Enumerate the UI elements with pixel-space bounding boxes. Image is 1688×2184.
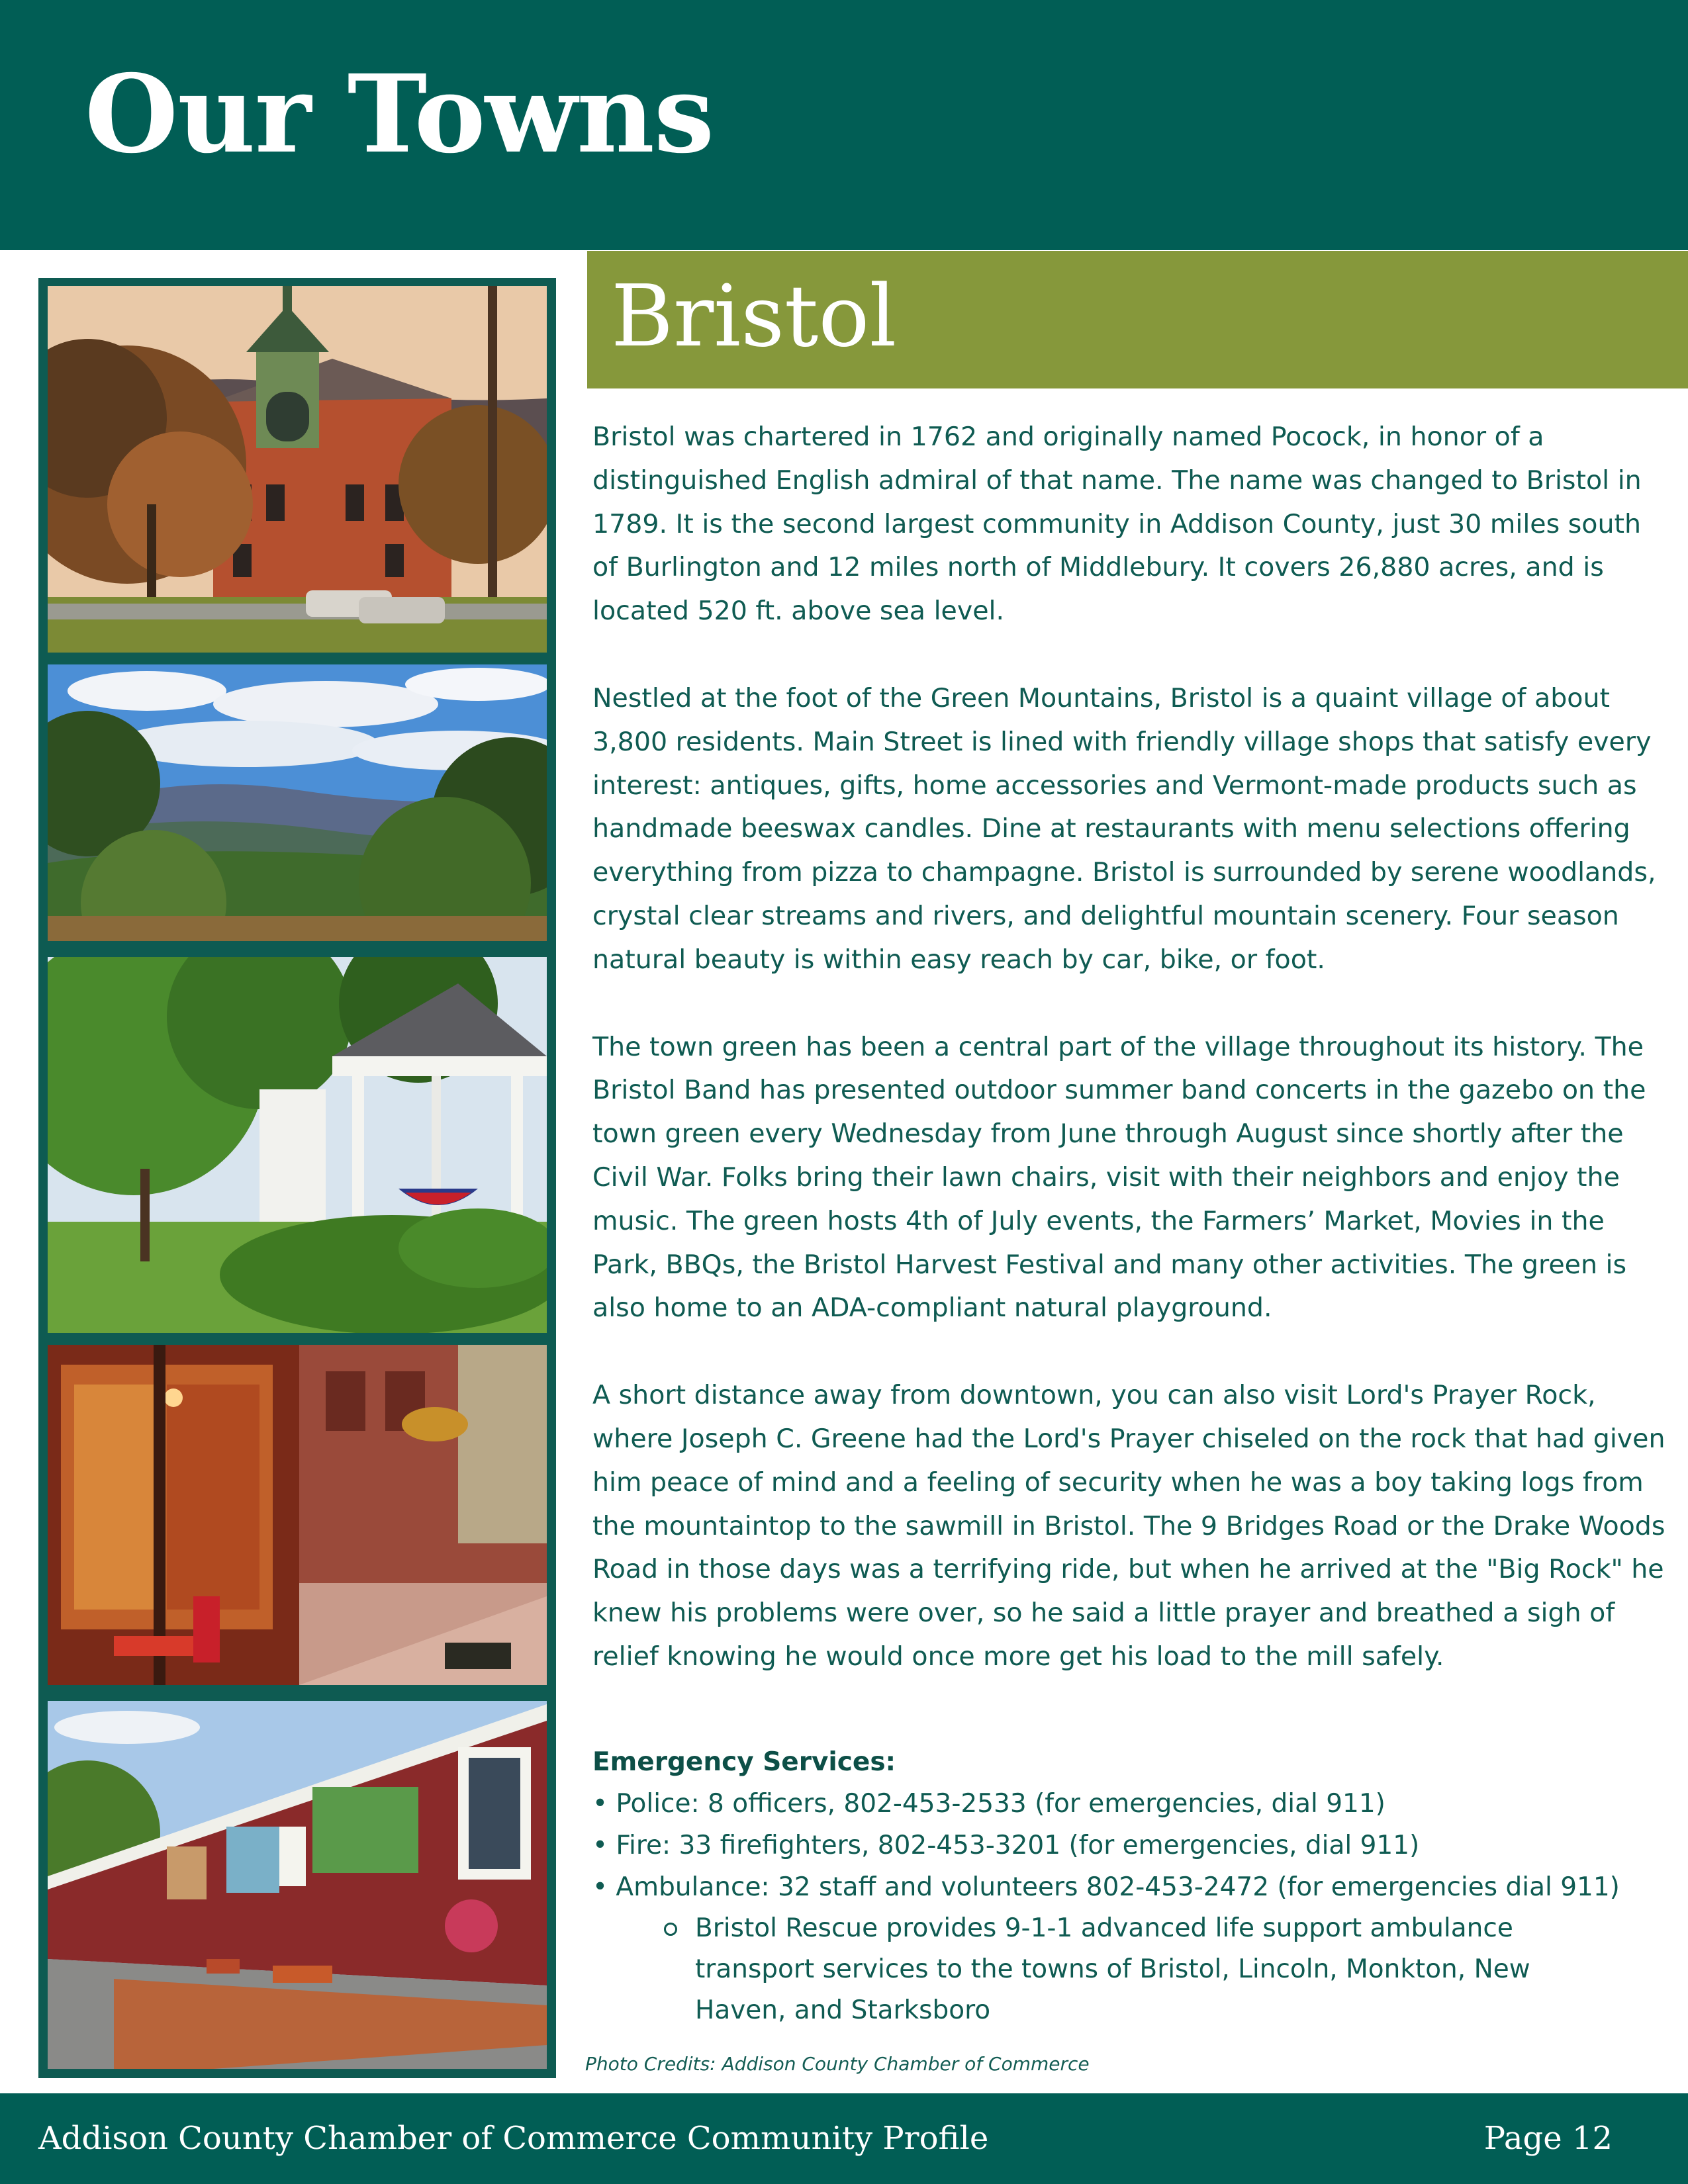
paragraph-history: Bristol was chartered in 1762 and originally named Pocock, in honor of a distinguished English admiral of that name. The name was changed to Bristol in 1789. It is the second largest community in Addison County, just 30 miles south of Burlington and 12 miles north of Middlebury. It covers 26,880 acres, and is located 520 ft. above sea level. (592, 422, 1642, 627)
emergency-services-title: Emergency Services: (592, 1747, 896, 1777)
town-name-heading: Bristol (611, 267, 897, 366)
town-section-header (587, 251, 1688, 388)
emergency-services (592, 1742, 1668, 2031)
mural-building-photo (48, 1701, 547, 2069)
police-item: • Police: 8 officers, 802-453-2533 (for emergencies, dial 911) (592, 1789, 1385, 1819)
paragraph-town-green: The town green has been a central part of the village throughout its history. The Bristol Band has presented outdoor summer band concerts in the gazebo on the town green every Wednesday from June through August since shortly after the Civil War. Folks bring their lawn chairs, visit with their neighbors and enjoy the music. The green hosts 4th of July events, the Farmers’ Market, Movies in the Park, BBQs, the Bristol Harvest Festival and many other activities. The green is also home to an ADA-compliant natural playground. (592, 1031, 1646, 1324)
storefronts-photo (48, 1345, 547, 1685)
ambulance-item: • Ambulance: 32 staff and volunteers 802-453-2472 (for emergencies dial 911) (592, 1872, 1620, 1902)
page-header (0, 0, 1688, 250)
page-footer (0, 2093, 1688, 2184)
gazebo-photo (48, 957, 547, 1333)
mountain-view-photo (48, 664, 547, 941)
town-description (592, 416, 1668, 1723)
page-number: Page 12 (1483, 2120, 1613, 2157)
rescue-subitem (592, 1908, 1622, 2031)
photo-credits: Photo Credits: Addison County Chamber of Commerce (585, 2053, 1090, 2075)
page-title: Our Towns (85, 52, 714, 177)
town-hall-photo (48, 286, 547, 653)
paragraph-prayer-rock: A short distance away from downtown, you can also visit Lord's Prayer Rock, where Joseph C. Greene had the Lord's Prayer chiseled on the rock that had given him peace of mind and a feeling of security when he was a boy taking logs from the mountaintop to the sawmill in Bristol. The 9 Bridges Road or the Drake Woods Road in those days was a terrifying ride, but when he arrived at the "Big Rock" he knew his problems were over, so he said a little prayer and breathed a sigh of relief knowing he would once more get his load to the mill safely. (592, 1380, 1665, 1672)
footer-title: Addison County Chamber of Commerce Community Profile (38, 2120, 989, 2157)
paragraph-village: Nestled at the foot of the Green Mountains, Bristol is a quaint village of about 3,800 residents. Main Street is lined with friendly village shops that satisfy every interest: antiques, gifts, home accessories and Vermont-made products such as handmade beeswax candles. Dine at restaurants with menu selections offering everything from pizza to champagne. Bristol is surrounded by serene woodlands, crystal clear streams and rivers, and delightful mountain scenery. Four season natural beauty is within easy reach by car, bike, or foot. (592, 682, 1656, 975)
rescue-subitem-text: Bristol Rescue provides 9-1-1 advanced life support ambulance transport services to the towns of Bristol, Lincoln, Monkton, New Haven, and Starksboro (695, 1913, 1530, 2025)
photo-column (38, 278, 556, 2078)
circle-bullet-icon (664, 1923, 677, 1936)
fire-item: • Fire: 33 firefighters, 802-453-3201 (for emergencies, dial 911) (592, 1831, 1420, 1860)
